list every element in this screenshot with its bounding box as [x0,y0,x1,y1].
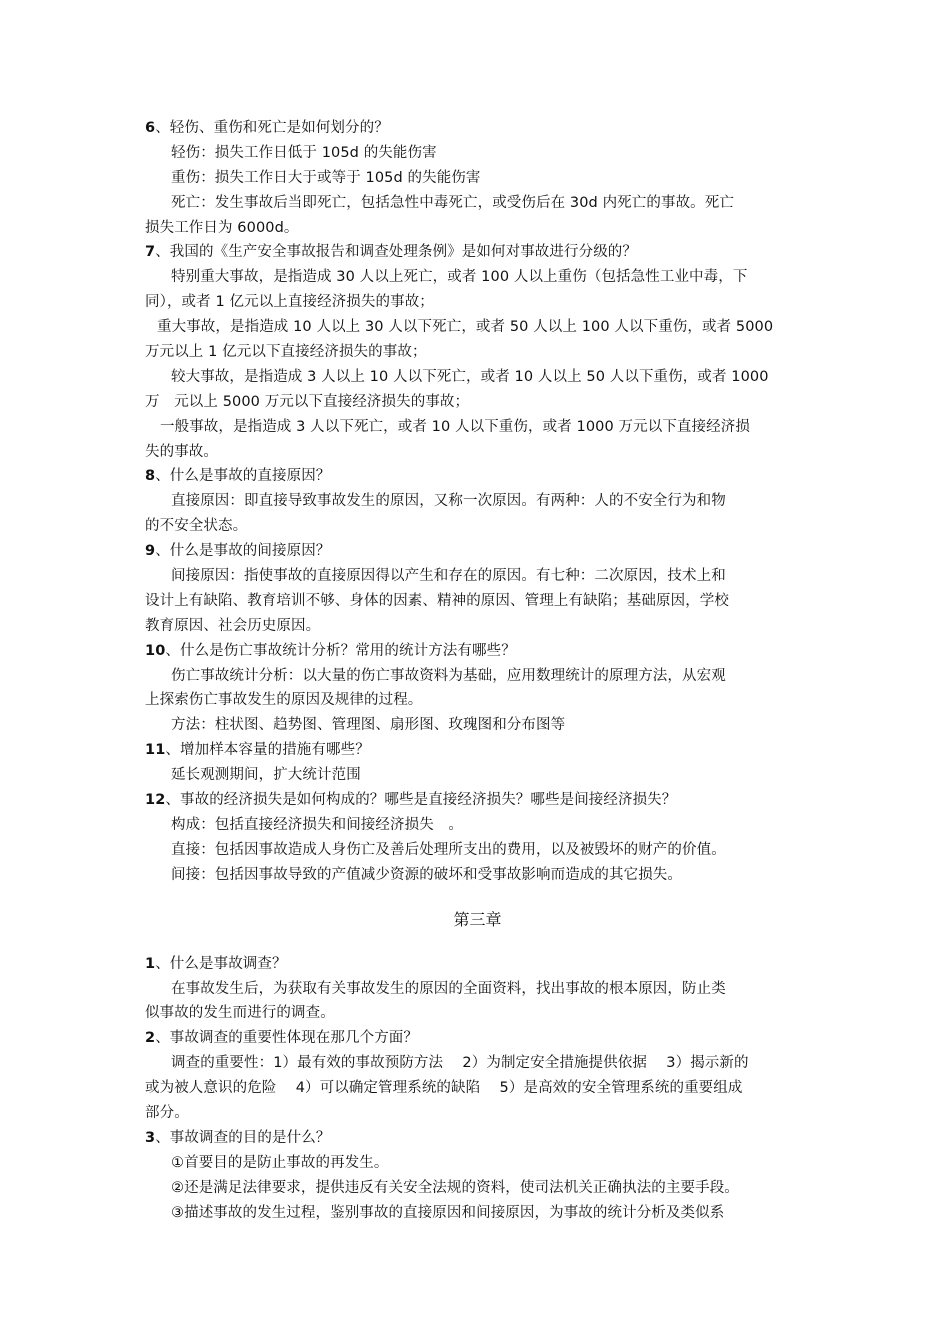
document-page [145,116,810,1225]
paragraph-line: 轻伤：损失工作日低于 105d 的失能伤害 [171,144,437,161]
paragraph-line: 或为被人意识的危险 4）可以确定管理系统的缺陷 5）是高效的安全管理系统的重要组成 [145,1080,743,1097]
paragraph-line: 上探索伤亡事故发生的原因及规律的过程。 [145,692,423,709]
paragraph-line: 直接：包括因事故造成人身伤亡及善后处理所支出的费用，以及被毁坏的财产的价值。 [171,841,726,858]
question-c1: 1、什么是事故调查？ [145,955,287,972]
paragraph-line: 间接：包括因事故导致的产值减少资源的破坏和受事故影响而造成的其它损失。 [171,866,682,883]
paragraph-line: 一般事故，是指造成 3 人以下死亡，或者 10 人以下重伤，或者 1000 万元以下直接经济损 [160,418,750,435]
paragraph-line: 延长观测期间，扩大统计范围 [171,767,361,784]
paragraph-line: 伤亡事故统计分析：以大量的伤亡事故资料为基础，应用数理统计的原理方法，从宏观 [171,667,726,684]
question-6: 6、轻伤、重伤和死亡是如何划分的？ [145,120,389,136]
paragraph-line: 死亡：发生事故后当即死亡，包括急性中毒死亡，或受伤后在 30d 内死亡的事故。死亡 [171,194,734,211]
paragraph-line: 间接原因：指使事故的直接原因得以产生和存在的原因。有七种：二次原因，技术上和 [171,568,726,585]
paragraph-line: ③描述事故的发生过程，鉴别事故的直接原因和间接原因，为事故的统计分析及类似系 [171,1204,725,1221]
question-11: 11、增加样本容量的措施有哪些？ [145,742,370,759]
paragraph-line: 直接原因：即直接导致事故发生的原因，又称一次原因。有两种：人的不安全行为和物 [171,493,726,510]
paragraph-line: 的不安全状态。 [145,518,248,535]
paragraph-line: 设计上有缺陷、教育培训不够、身体的因素、精神的原因、管理上有缺陷；基础原因，学校 [145,592,729,609]
paragraph-line: ①首要目的是防止事故的再发生。 [171,1154,389,1171]
question-c3: 3、事故调查的目的是什么？ [145,1129,331,1146]
paragraph-line: 在事故发生后，为获取有关事故发生的原因的全面资料，找出事故的根本原因，防止类 [171,980,726,997]
paragraph-line: 构成：包括直接经济损失和间接经济损失 。 [171,816,463,833]
paragraph-line: 损失工作日为 6000d。 [145,219,299,236]
chapter-heading: 第三章 [453,909,502,929]
paragraph-line: 重大事故，是指造成 10 人以上 30 人以下死亡，或者 50 人以上 100 人以下重伤，或者 5000 [157,319,774,336]
paragraph-line: 特别重大事故，是指造成 30 人以上死亡，或者 100 人以上重伤（包括急性工业中毒，下 [171,269,748,286]
paragraph-line: 似事故的发生而进行的调查。 [145,1005,335,1022]
paragraph-line: 重伤：损失工作日大于或等于 105d 的失能伤害 [171,169,481,186]
paragraph-line: 方法：柱状图、趋势图、管理图、扇形图、玫瑰图和分布图等 [171,717,566,734]
paragraph-line: 万 元以上 5000 万元以下直接经济损失的事故； [145,393,470,410]
paragraph-line: 失的事故。 [145,443,218,460]
question-10: 10、什么是伤亡事故统计分析？常用的统计方法有哪些？ [145,642,516,659]
question-7: 7、我国的《生产安全事故报告和调查处理条例》是如何对事故进行分级的？ [145,244,637,261]
paragraph-line: 万元以上 1 亿元以下直接经济损失的事故； [145,344,427,361]
paragraph-line: 部分。 [145,1104,189,1121]
question-8: 8、什么是事故的直接原因？ [145,468,331,485]
paragraph-line: 同），或者 1 亿元以上直接经济损失的事故； [145,294,434,311]
paragraph-line: 调查的重要性：1）最有效的事故预防方法 2）为制定安全措施提供依据 3）揭示新的 [171,1055,749,1072]
paragraph-line: 教育原因、社会历史原因。 [145,617,321,634]
question-c2: 2、事故调查的重要性体现在那几个方面？ [145,1030,419,1047]
paragraph-line: 较大事故，是指造成 3 人以上 10 人以下死亡，或者 10 人以上 50 人以下重伤，或者 1000 [171,368,769,385]
paragraph-line: ②还是满足法律要求，提供违反有关安全法规的资料，使司法机关正确执法的主要手段。 [171,1179,739,1196]
question-12: 12、事故的经济损失是如何构成的？哪些是直接经济损失？哪些是间接经济损失？ [145,792,677,809]
question-9: 9、什么是事故的间接原因？ [145,543,331,560]
